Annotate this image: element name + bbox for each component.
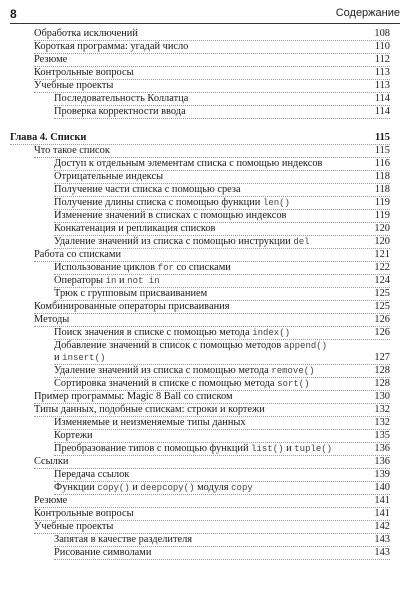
toc-entry[interactable] [34, 80, 390, 93]
section-title: Содержание [335, 7, 400, 19]
title-text: Сортировка значений в списке с помощью метода [54, 378, 278, 389]
title-text: и [129, 482, 141, 493]
toc-entry-title [54, 262, 231, 273]
toc-entry[interactable] [34, 495, 390, 508]
toc-page-number: 119 [374, 197, 390, 208]
title-text: Изменяемые и неизменяемые типы данных [54, 417, 246, 428]
title-text: Рисование символами [54, 547, 152, 558]
toc-page-number: 118 [374, 184, 390, 195]
title-text: Получение длины списка с помощью функции [54, 197, 263, 208]
toc-page-number: 120 [374, 223, 390, 234]
toc-entry[interactable] [34, 41, 390, 54]
toc-entry[interactable] [54, 443, 390, 456]
toc-page-number: 132 [374, 404, 390, 415]
code-fragment: copy [231, 483, 253, 493]
toc-page-number: 120 [374, 236, 390, 247]
toc-entry-title [34, 391, 233, 402]
toc-entry-title [54, 210, 286, 221]
toc-entry[interactable] [54, 482, 390, 495]
toc-page-number: 136 [374, 443, 390, 454]
toc-entry-title [34, 314, 69, 325]
toc-entry-title [54, 547, 151, 558]
toc-page-number: 143 [374, 547, 390, 558]
toc-entry-title [54, 158, 322, 169]
toc-page-number: 143 [374, 534, 390, 545]
toc-page-number: 128 [374, 378, 390, 389]
toc-page-number: 135 [374, 430, 390, 441]
toc-entry-title [54, 236, 310, 247]
toc-entry-title [54, 223, 215, 234]
toc-entry[interactable] [34, 456, 390, 469]
title-text: Проверка корректности ввода [54, 106, 186, 117]
title-text: Методы [34, 314, 70, 325]
code-fragment: sort() [277, 379, 310, 389]
code-fragment: list() [251, 444, 284, 454]
toc-entry-title [54, 365, 315, 376]
toc-entry-title [34, 67, 134, 78]
toc-page-number: 122 [374, 262, 390, 273]
toc-entry-title [54, 171, 163, 182]
toc-entry[interactable] [54, 469, 390, 482]
toc-entry[interactable] [34, 301, 390, 314]
title-text: Что такое список [34, 145, 110, 156]
toc-entry[interactable] [54, 365, 390, 378]
code-fragment: del [293, 237, 310, 247]
toc-page-number: 142 [374, 521, 390, 532]
toc-entry-title [54, 469, 129, 480]
toc-entry[interactable] [54, 327, 390, 340]
title-text: Запятая в качестве разделителя [54, 534, 193, 545]
toc-entry-title [34, 404, 265, 415]
toc-page-number: 125 [374, 301, 390, 312]
title-text: Поиск значения в списке с помощью метода [54, 327, 253, 338]
toc-entry[interactable] [54, 262, 390, 275]
title-text: Типы данных, подобные спискам: строки и кортежи [34, 404, 265, 415]
code-fragment: copy() [97, 483, 130, 493]
title-text: Операторы [54, 275, 106, 286]
toc-entry[interactable] [34, 249, 390, 262]
title-text: Короткая программа: угадай число [34, 41, 189, 52]
toc-entry-title [34, 41, 188, 52]
toc-entry-title [34, 521, 113, 532]
title-text: Кортежи [54, 430, 93, 441]
toc-entry-title [54, 288, 207, 299]
toc-page-number: 124 [374, 275, 390, 286]
toc-entry[interactable] [54, 106, 390, 119]
toc-entry-title [34, 508, 134, 519]
title-text: Удаление значений из списка с помощью инструкции [54, 236, 294, 247]
toc-entry[interactable] [54, 158, 390, 171]
toc-page-number: 115 [374, 132, 390, 143]
toc-page-number: 136 [374, 456, 390, 467]
title-text: Комбинированные операторы присваивания [34, 301, 230, 312]
title-text: Конкатенация и репликация списков [54, 223, 216, 234]
toc-page-number: 132 [374, 417, 390, 428]
title-text: Глава 4. Списки [10, 132, 87, 143]
toc-page-number: 130 [374, 391, 390, 402]
title-text: Последовательность Коллатца [54, 93, 189, 104]
toc-entry-title [34, 301, 229, 312]
title-text: Отрицательные индексы [54, 171, 164, 182]
toc-entry-title [54, 430, 93, 441]
toc-entry-title [34, 249, 121, 260]
toc-entry-title [54, 327, 290, 338]
toc-entry-title [54, 106, 186, 117]
title-text: Трюк с групповым присваиванием [54, 288, 208, 299]
toc-entry[interactable] [54, 210, 390, 223]
toc-entry[interactable] [54, 547, 390, 560]
title-text: Использование циклов [54, 262, 158, 273]
code-fragment: tuple() [294, 444, 333, 454]
code-fragment: not in [127, 276, 160, 286]
title-text: Работа со списками [34, 249, 122, 260]
code-fragment: for [157, 263, 174, 273]
toc-entry[interactable] [54, 171, 390, 184]
toc-entry-title [34, 495, 67, 506]
toc-entry[interactable] [54, 197, 390, 210]
header-rule [10, 23, 400, 24]
toc-entry[interactable] [34, 54, 390, 67]
code-fragment: len() [262, 198, 290, 208]
toc-page-number: 113 [374, 67, 390, 78]
code-fragment: insert() [62, 353, 106, 363]
toc-entry[interactable] [54, 352, 390, 365]
toc-entry-title [34, 54, 67, 65]
toc-entry[interactable] [54, 93, 390, 106]
toc-entry-title [34, 28, 138, 39]
title-text: Учебные проекты [34, 521, 114, 532]
toc-entry-title [54, 184, 241, 195]
toc-chapter[interactable] [10, 132, 390, 145]
toc-entry[interactable] [34, 145, 390, 158]
toc-entry-title [34, 80, 113, 91]
toc-entry-title [54, 352, 105, 363]
toc-page-number: 112 [374, 54, 390, 65]
toc-entry[interactable] [54, 184, 390, 197]
title-text: Контрольные вопросы [34, 67, 134, 78]
title-text: Функции [54, 482, 98, 493]
toc-page-number: 139 [374, 469, 390, 480]
title-text: Ссылки [34, 456, 69, 467]
title-text: Преобразование типов с помощью функций [54, 443, 252, 454]
title-text: Удаление значений из списка с помощью метода [54, 365, 272, 376]
toc-entry[interactable] [34, 28, 390, 41]
toc-entry[interactable] [34, 508, 390, 521]
toc-entry[interactable] [54, 236, 390, 249]
title-text: Передача ссылок [54, 469, 130, 480]
title-text: Пример программы: Magic 8 Ball со списком [34, 391, 233, 402]
toc-entry[interactable] [54, 223, 390, 236]
toc-entry[interactable] [54, 534, 390, 547]
toc-entry-title [54, 417, 246, 428]
page-number: 8 [10, 7, 17, 21]
toc-page-number: 113 [374, 80, 390, 91]
toc-page-number: 114 [374, 106, 390, 117]
toc-entry-title [54, 534, 192, 545]
title-text: модуля [194, 482, 232, 493]
toc-page-number: 110 [374, 41, 390, 52]
toc-page-number: 116 [374, 158, 390, 169]
toc-page-number: 121 [374, 249, 390, 260]
toc-page-number: 108 [374, 28, 390, 39]
toc-entry[interactable] [54, 430, 390, 443]
code-fragment: remove() [271, 366, 315, 376]
toc-page-number: 128 [374, 365, 390, 376]
toc-entry[interactable] [34, 67, 390, 80]
toc-page-number: 141 [374, 508, 390, 519]
toc-entry-title [54, 378, 310, 389]
title-text: со списками [173, 262, 231, 273]
title-text: и [116, 275, 128, 286]
code-fragment: index() [252, 328, 290, 338]
code-fragment: deepcopy() [140, 483, 195, 493]
title-text: Резюме [34, 495, 68, 506]
toc-entry-title [10, 132, 86, 143]
toc-entry[interactable] [54, 275, 390, 288]
toc-page-number: 126 [374, 314, 390, 325]
title-text: и [54, 352, 63, 363]
toc-page-number: 119 [374, 210, 390, 221]
title-text: Контрольные вопросы [34, 508, 134, 519]
toc-page-number: 140 [374, 482, 390, 493]
title-text: Учебные проекты [34, 80, 114, 91]
toc-page-number: 118 [374, 171, 390, 182]
title-text: Получение части списка с помощью среза [54, 184, 241, 195]
toc-entry[interactable] [54, 288, 390, 301]
title-text: Доступ к отдельным элементам списка с помощью индексов [54, 158, 323, 169]
title-text: Изменение значений в списках с помощью индексов [54, 210, 287, 221]
toc-entry-title [54, 275, 160, 286]
toc-entry-title [54, 443, 332, 454]
toc-page-number: 141 [374, 495, 390, 506]
toc-entry[interactable] [34, 314, 390, 327]
title-text: Добавление значений в список с помощью методов [54, 340, 284, 351]
toc-entry-title [54, 197, 290, 208]
toc-entry-title [54, 482, 253, 493]
toc-entry[interactable] [54, 417, 390, 430]
table-of-contents [10, 28, 390, 594]
title-text: Резюме [34, 54, 68, 65]
toc-entry[interactable] [54, 378, 390, 391]
toc-page-number: 114 [374, 93, 390, 104]
title-text: и [283, 443, 295, 454]
toc-entry-title [34, 145, 110, 156]
toc-entry-title [54, 93, 188, 104]
toc-page-number: 126 [374, 327, 390, 338]
toc-entry-title [54, 340, 327, 351]
toc-entry[interactable] [34, 404, 390, 417]
toc-entry[interactable] [34, 521, 390, 534]
toc-page-number: 127 [374, 352, 390, 363]
toc-page-number: 125 [374, 288, 390, 299]
title-text: Обработка исключений [34, 28, 138, 39]
toc-entry[interactable] [54, 340, 390, 352]
code-fragment: in [105, 276, 117, 286]
toc-entry[interactable] [34, 391, 390, 404]
code-fragment: append() [283, 341, 328, 351]
toc-page-number: 115 [374, 145, 390, 156]
toc-entry-title [34, 456, 68, 467]
